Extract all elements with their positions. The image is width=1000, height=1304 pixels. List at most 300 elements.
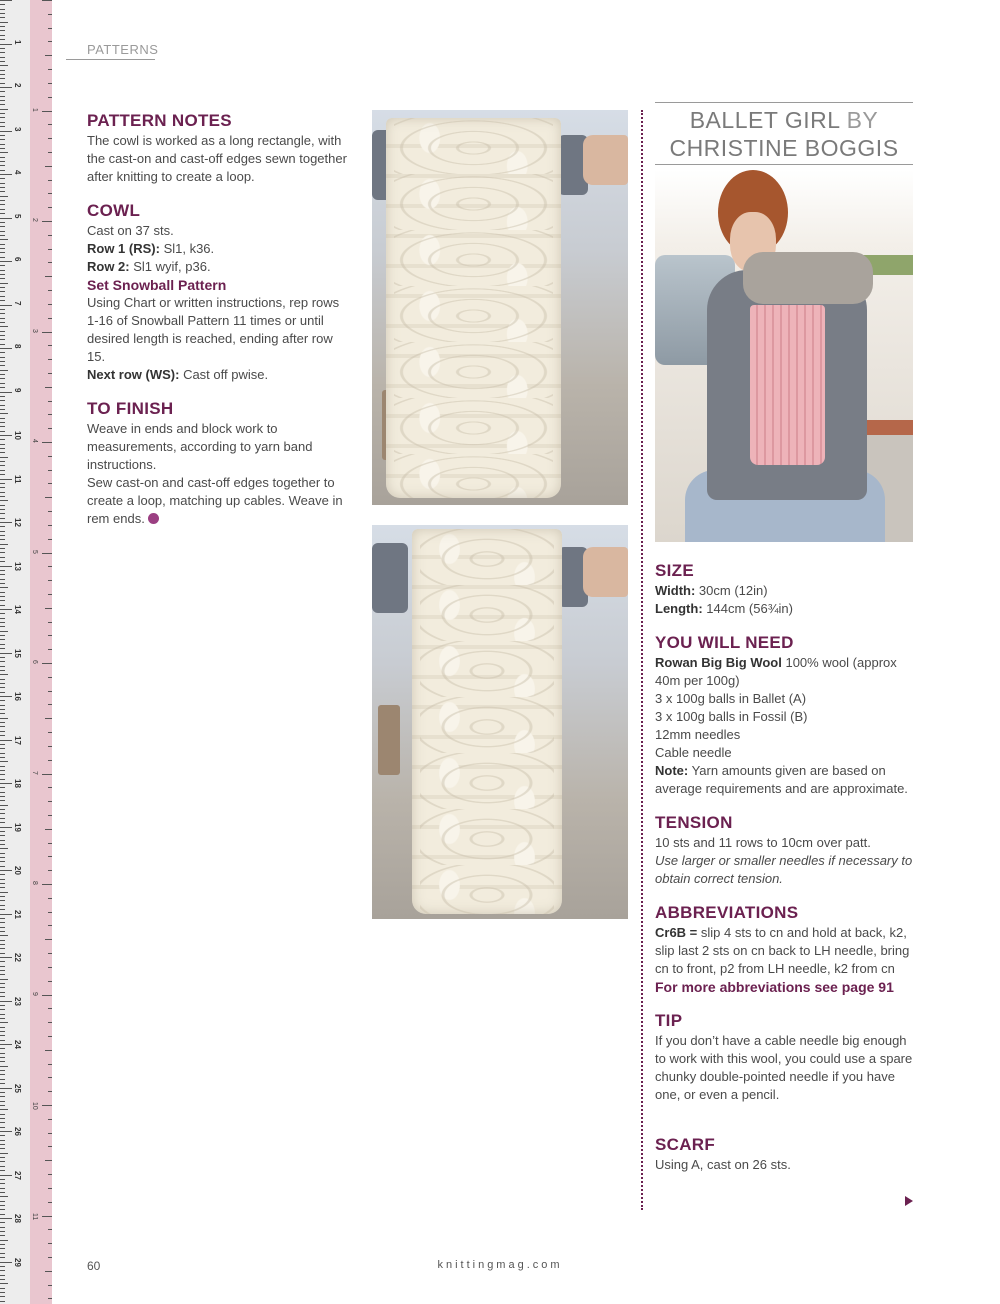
ruler-tick-in — [48, 1188, 52, 1189]
ruler-tick-cm — [0, 1074, 5, 1075]
ruler-tick-cm — [0, 987, 5, 988]
ruler-tick-in — [45, 939, 52, 940]
ruler-tick-cm — [0, 161, 5, 162]
ruler-tick-in — [48, 594, 52, 595]
ruler-tick-cm — [0, 1288, 5, 1289]
ruler-inch-label: 1 — [31, 107, 38, 112]
ruler-tick-cm — [0, 291, 5, 292]
need-line-3: 12mm needles — [655, 727, 741, 742]
ruler-cm-label: 8 — [13, 344, 22, 349]
ruler-tick-cm — [0, 909, 5, 910]
ruler-tick-cm — [0, 1009, 5, 1010]
ruler-cm-label: 25 — [13, 1083, 22, 1093]
ruler-tick-in — [48, 1077, 52, 1078]
ruler-tick-cm — [0, 1005, 5, 1006]
ruler-tick-in — [48, 69, 52, 70]
ruler-tick-cm — [0, 17, 5, 18]
need-line-1: 3 x 100g balls in Ballet (A) — [655, 691, 807, 706]
ruler-tick-in — [42, 995, 52, 996]
ruler-tick-cm — [0, 1066, 8, 1067]
ruler-tick-cm — [0, 1053, 5, 1054]
ruler-tick-cm — [0, 700, 5, 701]
ruler-tick-in — [48, 1008, 52, 1009]
ruler-tick-cm — [0, 1153, 8, 1154]
ruler-tick-cm — [0, 557, 5, 558]
ruler-cm-label: 4 — [13, 170, 22, 175]
ruler-inch-label: 8 — [31, 881, 38, 885]
row-2-label: Row 2: — [87, 259, 130, 274]
ruler-tick-cm — [0, 439, 5, 440]
ruler-tick-in — [48, 566, 52, 567]
ruler-tick-cm — [0, 418, 5, 419]
ruler-tick-cm — [0, 757, 5, 758]
ruler-tick-cm — [0, 152, 8, 153]
ruler-tick-cm — [0, 605, 5, 606]
ruler-tick-cm — [0, 78, 5, 79]
ruler-tick-in — [45, 1050, 52, 1051]
ruler-tick-cm — [0, 731, 5, 732]
ruler-tick-cm — [0, 370, 8, 371]
ruler-tick-cm — [0, 770, 5, 771]
ruler-tick-cm — [0, 57, 5, 58]
ruler-tick-cm — [0, 226, 5, 227]
ruler-tick-in — [48, 898, 52, 899]
cowl-next-row — [87, 366, 347, 384]
ruler-tick-in — [48, 704, 52, 705]
ruler-tick-in — [48, 83, 52, 84]
ruler-tick-cm — [0, 131, 12, 132]
abbreviations-heading: ABBREVIATIONS — [655, 903, 799, 922]
ruler-tick-cm — [0, 239, 8, 240]
model-photo — [655, 170, 913, 542]
ruler-tick-cm — [0, 983, 5, 984]
ruler-cm-label: 3 — [13, 126, 22, 131]
ruler-tick-cm — [0, 474, 5, 475]
ruler-tick-cm — [0, 191, 5, 192]
ruler-tick-cm — [0, 526, 5, 527]
measuring-ruler — [0, 0, 52, 1304]
ruler-tick-in — [48, 1285, 52, 1286]
ruler-tick-cm — [0, 1275, 5, 1276]
ruler-tick-in — [48, 249, 52, 250]
ruler-tick-cm — [0, 470, 5, 471]
ruler-tick-cm — [0, 61, 5, 62]
ruler-tick-in — [42, 0, 52, 1]
ruler-cm-label: 19 — [13, 822, 22, 832]
ruler-tick-in — [48, 1202, 52, 1203]
ruler-tick-cm — [0, 144, 5, 145]
row-1-text: Sl1, k36. — [159, 241, 215, 256]
ruler-tick-in — [48, 787, 52, 788]
ruler-tick-cm — [0, 1166, 5, 1167]
ruler-tick-cm — [0, 583, 5, 584]
ruler-tick-cm — [0, 261, 12, 262]
ruler-tick-cm — [0, 827, 12, 828]
pattern-title — [655, 102, 913, 165]
ruler-tick-in — [48, 414, 52, 415]
ruler-tick-in — [48, 649, 52, 650]
ruler-tick-cm — [0, 183, 5, 184]
ruler-tick-cm — [0, 1035, 5, 1036]
ruler-tick-cm — [0, 1101, 5, 1102]
ruler-tick-cm — [0, 365, 5, 366]
ruler-tick-cm — [0, 961, 5, 962]
ruler-tick-in — [48, 622, 52, 623]
ruler-inch-label: 9 — [31, 991, 38, 996]
ruler-tick-cm — [0, 905, 5, 906]
ruler-tick-cm — [0, 435, 12, 436]
ruler-inch-label: 6 — [31, 660, 38, 664]
ruler-tick-in — [48, 1257, 52, 1258]
ruler-tick-cm — [0, 252, 5, 253]
ruler-tick-in — [45, 608, 52, 609]
more-abbreviations-link[interactable]: For more abbreviations see page 91 — [655, 979, 894, 995]
need-line-2: 3 x 100g balls in Fossil (B) — [655, 709, 808, 724]
ruler-tick-cm — [0, 1079, 5, 1080]
ruler-tick-cm — [0, 52, 5, 53]
ruler-tick-cm — [0, 461, 5, 462]
ruler-tick-cm — [0, 974, 5, 975]
ruler-tick-cm — [0, 265, 5, 266]
ruler-tick-in — [48, 1243, 52, 1244]
ruler-tick-cm — [0, 970, 5, 971]
ruler-tick-cm — [0, 900, 5, 901]
ruler-tick-cm — [0, 174, 12, 175]
ruler-tick-cm — [0, 126, 5, 127]
ruler-tick-cm — [0, 618, 5, 619]
width-label: Width: — [655, 583, 696, 598]
ruler-tick-in — [48, 401, 52, 402]
ruler-tick-cm — [0, 879, 5, 880]
ruler-tick-cm — [0, 1227, 5, 1228]
ruler-cm-label: 15 — [13, 648, 22, 658]
ruler-tick-cm — [0, 1109, 8, 1110]
ruler-tick-in — [48, 290, 52, 291]
ruler-tick-cm — [0, 1083, 5, 1084]
ruler-tick-cm — [0, 948, 5, 949]
ruler-tick-cm — [0, 1131, 12, 1132]
ruler-tick-cm — [0, 1231, 5, 1232]
ruler-tick-cm — [0, 1244, 5, 1245]
ruler-tick-cm — [0, 596, 5, 597]
ruler-tick-cm — [0, 626, 5, 627]
ruler-tick-cm — [0, 74, 5, 75]
ruler-tick-cm — [0, 579, 5, 580]
set-snowball-heading: Set Snowball Pattern — [87, 277, 227, 293]
ruler-tick-cm — [0, 1144, 5, 1145]
ruler-tick-cm — [0, 170, 5, 171]
ruler-cm-label: 18 — [13, 779, 22, 788]
ruler-tick-cm — [0, 800, 5, 801]
cowl-cast-on: Cast on 37 sts. — [87, 223, 174, 238]
ruler-tick-in — [42, 221, 52, 222]
ruler-tick-cm — [0, 996, 5, 997]
ruler-tick-cm — [0, 648, 5, 649]
size-width — [655, 582, 913, 600]
ruler-tick-cm — [0, 135, 5, 136]
yarn-line — [655, 654, 913, 690]
ruler-tick-in — [48, 1091, 52, 1092]
ruler-tick-cm — [0, 613, 5, 614]
ruler-tick-cm — [0, 165, 5, 166]
ruler-tick-cm — [0, 861, 5, 862]
left-column — [87, 110, 347, 528]
yarn-ball-icon — [148, 513, 159, 524]
ruler-tick-cm — [0, 1222, 5, 1223]
ruler-tick-cm — [0, 26, 5, 27]
next-row-label: Next row (WS): — [87, 367, 180, 382]
ruler-tick-in — [42, 663, 52, 664]
ruler-tick-cm — [0, 509, 5, 510]
ruler-tick-cm — [0, 117, 5, 118]
arrow-right-icon — [905, 1196, 913, 1206]
ruler-cm-label: 22 — [13, 953, 22, 962]
ruler-tick-cm — [0, 278, 5, 279]
ruler-tick-cm — [0, 966, 5, 967]
ruler-tick-in — [48, 28, 52, 29]
ruler-tick-cm — [0, 818, 5, 819]
ruler-tick-cm — [0, 705, 5, 706]
ruler-tick-cm — [0, 944, 5, 945]
ruler-tick-in — [48, 373, 52, 374]
right-column — [655, 560, 913, 1174]
ruler-tick-cm — [0, 200, 5, 201]
ruler-tick-cm — [0, 979, 8, 980]
ruler-cm-label: 10 — [13, 431, 22, 440]
ruler-tick-in — [48, 470, 52, 471]
ruler-tick-in — [45, 55, 52, 56]
ruler-tick-cm — [0, 1257, 5, 1258]
ruler-tick-cm — [0, 539, 5, 540]
ruler-tick-in — [48, 41, 52, 42]
ruler-tick-cm — [0, 657, 5, 658]
ruler-tick-cm — [0, 1061, 5, 1062]
abbreviation-cr6b — [655, 924, 913, 978]
ruler-tick-cm — [0, 922, 5, 923]
ruler-tick-cm — [0, 1070, 5, 1071]
you-will-need-heading: YOU WILL NEED — [655, 633, 794, 652]
ruler-tick-cm — [0, 270, 5, 271]
ruler-tick-cm — [0, 1283, 8, 1284]
ruler-tick-in — [48, 801, 52, 802]
ruler-tick-cm — [0, 352, 5, 353]
ruler-cm-label: 6 — [13, 257, 22, 262]
ruler-tick-in — [42, 111, 52, 112]
ruler-tick-in — [48, 138, 52, 139]
ruler-tick-in — [48, 262, 52, 263]
ruler-tick-in — [48, 870, 52, 871]
ruler-tick-cm — [0, 1118, 5, 1119]
ruler-tick-cm — [0, 100, 5, 101]
ruler-inch-label: 10 — [31, 1102, 38, 1110]
ruler-tick-in — [48, 1022, 52, 1023]
ruler-tick-cm — [0, 83, 5, 84]
ruler-tick-cm — [0, 465, 5, 466]
ruler-tick-cm — [0, 505, 5, 506]
ruler-tick-cm — [0, 674, 8, 675]
ruler-tick-in — [48, 732, 52, 733]
to-finish-text-2 — [87, 474, 347, 528]
ruler-tick-cm — [0, 1135, 5, 1136]
ruler-tick-in — [48, 97, 52, 98]
section-header: PATTERNS — [66, 42, 155, 60]
ruler-tick-cm — [0, 1048, 5, 1049]
ruler-tick-in — [45, 387, 52, 388]
ruler-cm-label: 20 — [13, 866, 22, 875]
to-finish-text-2-body: Sew cast-on and cast-off edges together to create a loop, matching up cables. Weave in rem ends. — [87, 475, 343, 526]
ruler-tick-in — [48, 1133, 52, 1134]
ruler-tick-cm — [0, 874, 5, 875]
ruler-tick-in — [42, 1216, 52, 1217]
ruler-tick-in — [45, 497, 52, 498]
ruler-tick-cm — [0, 1214, 5, 1215]
ruler-tick-cm — [0, 0, 12, 1]
ruler-tick-in — [48, 953, 52, 954]
ruler-tick-cm — [0, 918, 5, 919]
ruler-tick-cm — [0, 957, 12, 958]
ruler-tick-cm — [0, 1292, 5, 1293]
tip-text: If you don’t have a cable needle big enough to work with this wool, you could use a spare chunky double-pointed needle if you have one, or even a pencil. — [655, 1033, 913, 1102]
ruler-tick-cm — [0, 622, 5, 623]
ruler-tick-cm — [0, 244, 5, 245]
ruler-tick-cm — [0, 326, 8, 327]
ruler-tick-cm — [0, 883, 5, 884]
size-heading: SIZE — [655, 561, 694, 580]
cowl-photo-2 — [372, 525, 628, 919]
ruler-tick-cm — [0, 1196, 8, 1197]
ruler-tick-cm — [0, 122, 5, 123]
length-label: Length: — [655, 601, 703, 616]
ruler-tick-cm — [0, 718, 8, 719]
ruler-tick-cm — [0, 518, 5, 519]
ruler-tick-cm — [0, 1183, 5, 1184]
ruler-tick-cm — [0, 1096, 5, 1097]
ruler-tick-cm — [0, 787, 5, 788]
ruler-tick-cm — [0, 1235, 5, 1236]
ruler-tick-cm — [0, 1105, 5, 1106]
ruler-tick-cm — [0, 492, 5, 493]
ruler-tick-cm — [0, 222, 5, 223]
ruler-tick-cm — [0, 783, 12, 784]
ruler-cm-label: 16 — [13, 692, 22, 701]
ruler-inch-label: 3 — [31, 328, 38, 333]
note-label: Note: — [655, 763, 689, 778]
ruler-tick-cm — [0, 522, 12, 523]
ruler-tick-cm — [0, 866, 5, 867]
ruler-tick-cm — [0, 305, 12, 306]
ruler-tick-cm — [0, 552, 5, 553]
ruler-tick-in — [42, 332, 52, 333]
ruler-tick-cm — [0, 1218, 12, 1219]
ruler-cm-label: 13 — [13, 561, 22, 571]
ruler-cm-label: 21 — [13, 909, 22, 919]
ruler-tick-cm — [0, 318, 5, 319]
ruler-tick-cm — [0, 235, 5, 236]
need-line-4: Cable needle — [655, 745, 732, 760]
ruler-cm-label: 9 — [13, 387, 22, 392]
ruler-tick-in — [48, 483, 52, 484]
ruler-tick-in — [48, 1298, 52, 1299]
ruler-tick-cm — [0, 1240, 8, 1241]
ruler-cm-label: 5 — [13, 213, 22, 218]
ruler-tick-cm — [0, 409, 5, 410]
ruler-tick-cm — [0, 779, 5, 780]
ruler-tick-in — [48, 1174, 52, 1175]
pattern-notes-heading: PATTERN NOTES — [87, 111, 232, 130]
ruler-tick-in — [42, 884, 52, 885]
ruler-tick-cm — [0, 426, 5, 427]
ruler-tick-cm — [0, 666, 5, 667]
ruler-tick-cm — [0, 300, 5, 301]
ruler-tick-in — [48, 677, 52, 678]
ruler-cm-label: 23 — [13, 996, 22, 1006]
ruler-tick-in — [48, 580, 52, 581]
ruler-tick-cm — [0, 709, 5, 710]
ruler-inch-label: 2 — [31, 218, 38, 222]
ruler-tick-cm — [0, 744, 5, 745]
ruler-tick-in — [48, 1146, 52, 1147]
ruler-tick-cm — [0, 204, 5, 205]
ruler-inch-label: 11 — [31, 1212, 38, 1220]
ruler-tick-cm — [0, 683, 5, 684]
ruler-tick-cm — [0, 766, 5, 767]
ruler-tick-in — [48, 345, 52, 346]
ruler-tick-cm — [0, 348, 12, 349]
tension-text: 10 sts and 11 rows to 10cm over patt. — [655, 835, 871, 850]
ruler-tick-cm — [0, 1253, 5, 1254]
ruler-tick-cm — [0, 1114, 5, 1115]
title-author: CHRISTINE BOGGIS — [669, 135, 899, 161]
row-1-label: Row 1 (RS): — [87, 241, 160, 256]
ruler-tick-cm — [0, 91, 5, 92]
ruler-tick-cm — [0, 1192, 5, 1193]
ruler-tick-cm — [0, 283, 8, 284]
ruler-tick-cm — [0, 1022, 8, 1023]
tension-italic: Use larger or smaller needles if necessary to obtain correct tension. — [655, 853, 913, 886]
ruler-tick-cm — [0, 35, 5, 36]
abbr-term: Cr6B = — [655, 925, 698, 940]
ruler-tick-cm — [0, 940, 5, 941]
ruler-tick-cm — [0, 87, 12, 88]
note-text: Yarn amounts given are based on average requirements and are approximate. — [655, 763, 908, 796]
ruler-tick-cm — [0, 113, 5, 114]
ruler-tick-cm — [0, 22, 8, 23]
ruler-cm-label: 17 — [13, 735, 22, 745]
ruler-tick-cm — [0, 670, 5, 671]
ruler-tick-cm — [0, 544, 8, 545]
ruler-tick-cm — [0, 1122, 5, 1123]
ruler-tick-in — [42, 774, 52, 775]
ruler-tick-in — [48, 193, 52, 194]
ruler-tick-cm — [0, 331, 5, 332]
ruler-tick-cm — [0, 44, 12, 45]
ruler-tick-cm — [0, 792, 5, 793]
ruler-tick-cm — [0, 1014, 5, 1015]
ruler-tick-cm — [0, 378, 5, 379]
ruler-tick-cm — [0, 805, 8, 806]
ruler-tick-cm — [0, 1001, 12, 1002]
ruler-tick-in — [45, 829, 52, 830]
ruler-tick-cm — [0, 392, 12, 393]
ruler-tick-cm — [0, 48, 5, 49]
ruler-tick-cm — [0, 735, 5, 736]
ruler-tick-cm — [0, 566, 12, 567]
ruler-tick-cm — [0, 592, 5, 593]
ruler-tick-cm — [0, 218, 12, 219]
ruler-tick-in — [48, 635, 52, 636]
ruler-tick-in — [48, 304, 52, 305]
ruler-tick-in — [48, 511, 52, 512]
